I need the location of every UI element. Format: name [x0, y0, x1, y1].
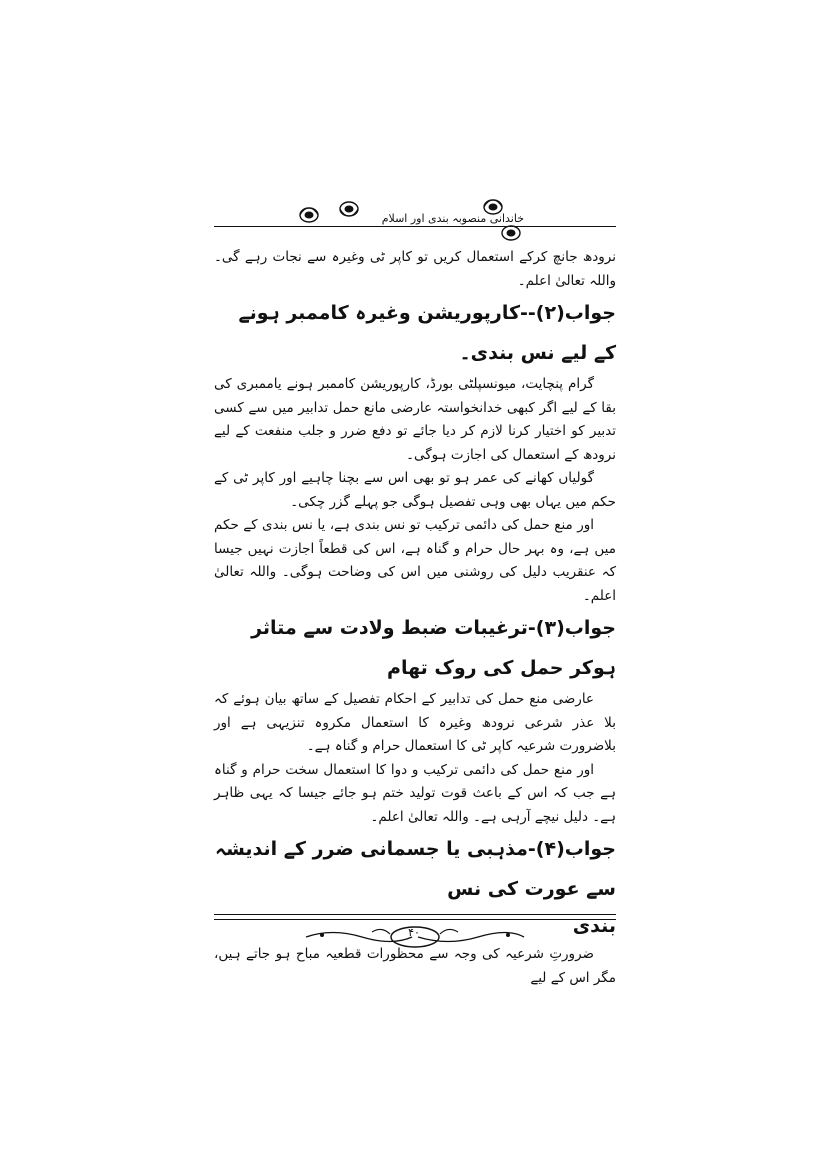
answer-4-heading: جواب(۴)-مذہبی یا جسمانی ضرر کے اندیشہ سے عورت کی نس [214, 838, 616, 900]
book-page [214, 200, 616, 986]
header-rule [214, 226, 616, 227]
floral-ornament-icon [338, 200, 360, 218]
answer-3-paragraph-2: اور منع حمل کی دائمی ترکیب و دوا کا استعمال سخت حرام و گناہ ہے جب کہ اس کے باعث قوت تولید ختم ہو جائے جیسا کہ یہی ظاہر ہے۔ دلیل نیچے آرہی ہے۔ واللہ تعالیٰ اعلم۔ [214, 761, 616, 825]
answer-2-heading: جواب(۲)--کارپوریشن وغیرہ کاممبر ہونے کے لیے نس بندی۔ [238, 302, 616, 364]
answer-3-heading: جواب(۳)-ترغیبات ضبط ولادت سے متاثر ہوکر حمل کی روک تھام [251, 617, 616, 679]
answer-2-paragraph-2: گولیاں کھانے کی عمر ہو تو بھی اس سے بچنا چاہیے اور کاپر ٹی کے حکم میں یہاں بھی وہی تفصیل ہوگی جو پہلے گزر چکی۔ [214, 470, 616, 510]
running-title: خاندانی منصوبہ بندی اور اسلام [381, 212, 524, 225]
answer-4-paragraph-1: ضرورتِ شرعیہ کی وجہ سے محظورات قطعیہ مباح ہو جاتے ہیں، مگر اس کے لیے [214, 946, 616, 986]
intro-paragraph: نرودھ جانچ کرکے استعمال کریں تو کاپر ٹی وغیرہ سے نجات رہے گی۔ واللہ تعالیٰ اعلم۔ [214, 249, 616, 289]
answer-4-heading-continued: بندی [572, 915, 616, 937]
answer-3-paragraph-1: عارضی منع حمل کی تدابیر کے احکام تفصیل کے ساتھ بیان ہوئے کہ بلا عذر شرعی نرودھ وغیرہ کا استعمال مکروہ تنزیہی ہے اور بلاضرورت شرعیہ کاپر ٹی کا استعمال حرام و گناہ ہے۔ [214, 691, 616, 754]
page-number: ۴۰ [408, 926, 420, 939]
answer-2-paragraph-1: گرام پنچایت، میونسپلٹی بورڈ، کارپوریشن کاممبر ہونے یاممبری کی بقا کے لیے اگر کبھی خدانخواستہ عارضی مانع حمل تدابیر میں سے کسی تدبیر کو اختیار کرنا لازم کر دیا جائے تو دفع ضرر و جلب منفعت کے لیے نرودھ کے استعمال کی اجازت ہوگی۔ [214, 376, 616, 463]
footer-rule [214, 919, 616, 920]
page-body [214, 246, 616, 990]
floral-ornament-icon [298, 206, 320, 224]
page-footer [214, 914, 616, 964]
footer-rule [214, 914, 616, 915]
answer-2-paragraph-3: اور منع حمل کی دائمی ترکیب تو نس بندی ہے، یا نس بندی کے حکم میں ہے، وہ بہر حال حرام و گناہ ہے، اس کی قطعاً اجازت نہیں جیسا کہ عنقریب دلیل کی روشنی میں اس کی وضاحت ہوگی۔ واللہ تعالیٰ اعلم۔ [214, 517, 616, 604]
running-header [214, 200, 616, 244]
